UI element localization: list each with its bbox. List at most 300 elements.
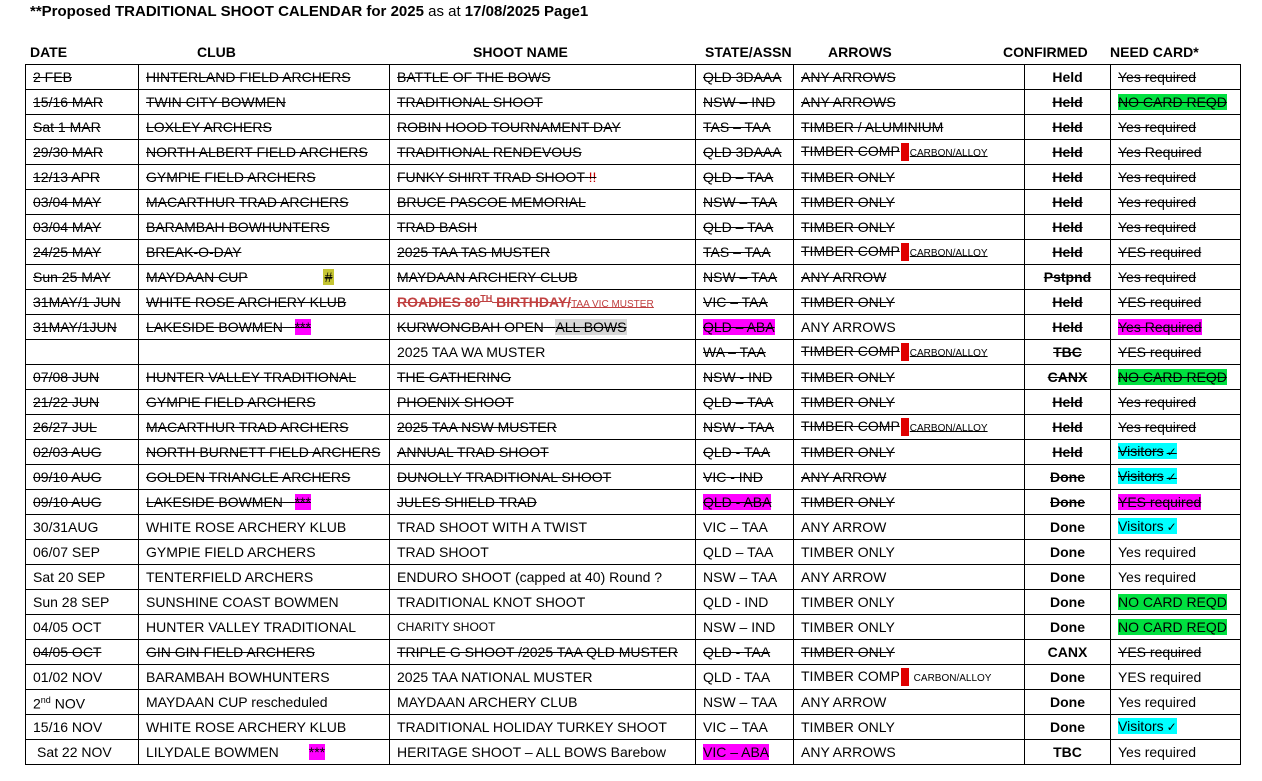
cell-club: HUNTER VALLEY TRADITIONAL	[139, 615, 390, 640]
table-row	[26, 340, 1241, 365]
card-text: YES required	[1118, 668, 1202, 685]
card-text: Visitors	[1118, 718, 1164, 734]
cell-card	[1111, 265, 1241, 290]
cell-state: VIC – TAA	[696, 515, 794, 540]
table-row	[26, 565, 1241, 590]
table-row	[26, 515, 1241, 540]
table-row	[26, 315, 1241, 340]
cell-card	[1111, 465, 1241, 490]
cell-club: TENTERFIELD ARCHERS	[139, 565, 390, 590]
roadies-part-c: TAA VIC MUSTER	[571, 299, 654, 311]
table-row	[26, 190, 1241, 215]
cell-confirmed: Held	[1025, 315, 1111, 340]
cell-state: NSW – TAA	[696, 690, 794, 715]
table-row	[26, 140, 1241, 165]
cell-shoot: TRADITIONAL RENDEVOUS	[390, 140, 696, 165]
table-row	[26, 640, 1241, 665]
shoot-text: FUNKY SHIRT TRAD SHOOT	[397, 168, 585, 185]
header-need-card: NEED CARD*	[1110, 44, 1199, 60]
card-text: Yes required	[1118, 418, 1197, 435]
carbon-alloy-note: CARBON/ALLOY	[909, 347, 988, 359]
cell-shoot: ROBIN HOOD TOURNAMENT DAY	[390, 115, 696, 140]
date-month: NOV	[50, 695, 86, 712]
cell-arrows: ANY ARROW	[794, 515, 1025, 540]
card-text: Yes required	[1118, 693, 1197, 710]
cell-state: NSW - TAA	[696, 415, 794, 440]
cell-arrows: ANY ARROW	[794, 265, 1025, 290]
cell-club: BARAMBAH BOWHUNTERS	[139, 665, 390, 690]
cell-club: NORTH ALBERT FIELD ARCHERS	[139, 140, 390, 165]
cell-state: QLD – TAA	[696, 215, 794, 240]
cell-arrows: TIMBER ONLY	[794, 290, 1025, 315]
cell-shoot	[390, 315, 696, 340]
table-row	[26, 165, 1241, 190]
cell-state: TAS – TAA	[696, 115, 794, 140]
state-text: QLD - ABA	[703, 493, 772, 510]
card-badge	[1118, 468, 1177, 484]
arrows-text: TIMBER COMP	[801, 417, 900, 434]
cell-shoot: TRAD SHOOT	[390, 540, 696, 565]
cell-shoot: BATTLE OF THE BOWS	[390, 65, 696, 90]
card-badge	[1118, 518, 1177, 534]
cell-date: 21/22 JUN	[26, 390, 139, 415]
cell-card	[1111, 715, 1241, 740]
cell-club: GYMPIE FIELD ARCHERS	[139, 540, 390, 565]
cell-confirmed: Held	[1025, 415, 1111, 440]
cell-shoot	[390, 290, 696, 315]
table-row	[26, 240, 1241, 265]
card-text: Yes Required	[1118, 318, 1202, 335]
cell-confirmed: TBC	[1025, 740, 1111, 765]
state-text: QLD – ABA	[703, 318, 775, 335]
cell-state: QLD - IND	[696, 590, 794, 615]
cell-date: Sun 28 SEP	[26, 590, 139, 615]
cell-card	[1111, 515, 1241, 540]
cell-card	[1111, 540, 1241, 565]
cell-arrows: TIMBER ONLY	[794, 440, 1025, 465]
cell-date: 04/05 OCT	[26, 615, 139, 640]
cell-date: Sat 1 MAR	[26, 115, 139, 140]
cell-card	[1111, 215, 1241, 240]
cell-state: NSW – TAA	[696, 565, 794, 590]
shoot-text: CHARITY SHOOT	[397, 620, 496, 634]
cell-date: 09/10 AUG	[26, 465, 139, 490]
table-row	[26, 440, 1241, 465]
checkmark-icon: ✓	[1166, 720, 1177, 734]
cell-arrows: TIMBER ONLY	[794, 615, 1025, 640]
cell-confirmed: Done	[1025, 615, 1111, 640]
cell-club: GOLDEN TRIANGLE ARCHERS	[139, 465, 390, 490]
club-text: MAYDAAN CUP	[146, 268, 248, 285]
cell-shoot: TRADITIONAL SHOOT	[390, 90, 696, 115]
cell-card	[1111, 440, 1241, 465]
cell-shoot: HERITAGE SHOOT – ALL BOWS Barebow	[390, 740, 696, 765]
cell-date: 2 FEB	[26, 65, 139, 90]
card-text: Yes required	[1118, 268, 1197, 285]
table-row	[26, 90, 1241, 115]
cell-confirmed: Done	[1025, 515, 1111, 540]
cell-date: Sat 20 SEP	[26, 565, 139, 590]
page-title: **Proposed TRADITIONAL SHOOT CALENDAR for 2025 as at 17/08/2025 Page1	[30, 3, 589, 20]
cell-club: BREAK-O-DAY	[139, 240, 390, 265]
red-double-bar-mark: !!	[588, 168, 597, 185]
card-text: Yes Required	[1118, 143, 1202, 160]
cell-date: 02/03 AUG	[26, 440, 139, 465]
checkmark-icon: ✓	[1166, 445, 1177, 459]
cell-club	[139, 265, 390, 290]
cell-card	[1111, 190, 1241, 215]
state-text: VIC – ABA	[703, 743, 770, 760]
cell-shoot	[390, 165, 696, 190]
cell-date: Sat 22 NOV	[26, 740, 139, 765]
cell-date: Sun 25 MAY	[26, 265, 139, 290]
roadies-part-b: BIRTHDAY/	[492, 294, 572, 311]
cell-state: VIC – TAA	[696, 290, 794, 315]
cell-card	[1111, 640, 1241, 665]
cell-confirmed: Held	[1025, 90, 1111, 115]
table-row	[26, 290, 1241, 315]
cell-shoot: TRADITIONAL HOLIDAY TURKEY SHOOT	[390, 715, 696, 740]
cell-club: HINTERLAND FIELD ARCHERS	[139, 65, 390, 90]
date-ordinal: nd	[40, 694, 51, 705]
cell-shoot: TRADITIONAL KNOT SHOOT	[390, 590, 696, 615]
table-row	[26, 540, 1241, 565]
cell-state	[696, 315, 794, 340]
arrows-text: TIMBER COMP	[801, 242, 900, 259]
cell-date	[26, 340, 139, 365]
cell-shoot: TRAD SHOOT WITH A TWIST	[390, 515, 696, 540]
card-text: Yes required	[1118, 543, 1197, 560]
table-row	[26, 115, 1241, 140]
arrows-text: TIMBER COMP	[801, 667, 900, 684]
cell-card	[1111, 390, 1241, 415]
cell-shoot: 2025 TAA NATIONAL MUSTER	[390, 665, 696, 690]
cell-shoot	[390, 615, 696, 640]
cell-arrows: TIMBER ONLY	[794, 715, 1025, 740]
cell-club: NORTH BURNETT FIELD ARCHERS	[139, 440, 390, 465]
cell-confirmed: Held	[1025, 440, 1111, 465]
card-text: Yes required	[1118, 68, 1197, 85]
cell-card	[1111, 565, 1241, 590]
cell-date: 07/08 JUN	[26, 365, 139, 390]
cell-confirmed: Done	[1025, 490, 1111, 515]
card-text: Visitors	[1118, 518, 1164, 534]
cell-confirmed: Held	[1025, 190, 1111, 215]
cell-club	[139, 315, 390, 340]
cell-date: 03/04 MAY	[26, 190, 139, 215]
cell-shoot: 2025 TAA TAS MUSTER	[390, 240, 696, 265]
cell-club: GIN GIN FIELD ARCHERS	[139, 640, 390, 665]
cell-confirmed: Done	[1025, 465, 1111, 490]
cell-shoot: BRUCE PASCOE MEMORIAL	[390, 190, 696, 215]
header-date: DATE	[30, 44, 68, 60]
card-badge	[1118, 443, 1177, 459]
cell-card	[1111, 165, 1241, 190]
cell-club: GYMPIE FIELD ARCHERS	[139, 390, 390, 415]
cell-state: QLD – TAA	[696, 540, 794, 565]
cell-state: WA – TAA	[696, 340, 794, 365]
cell-date: 03/04 MAY	[26, 215, 139, 240]
cell-arrows: ANY ARROWS	[794, 740, 1025, 765]
cell-card	[1111, 315, 1241, 340]
cell-arrows: ANY ARROWS	[794, 90, 1025, 115]
cell-arrows: ANY ARROW	[794, 565, 1025, 590]
cell-club	[139, 490, 390, 515]
carbon-alloy-note: CARBON/ALLOY	[909, 247, 988, 259]
cell-arrows: ANY ARROW	[794, 690, 1025, 715]
header-shoot-name: SHOOT NAME	[473, 44, 568, 60]
cell-club: LOXLEY ARCHERS	[139, 115, 390, 140]
cell-date: 31MAY/1JUN	[26, 315, 139, 340]
cell-date: 24/25 MAY	[26, 240, 139, 265]
card-text: Yes required	[1118, 568, 1197, 585]
cell-shoot: ANNUAL TRAD SHOOT	[390, 440, 696, 465]
cell-arrows: TIMBER ONLY	[794, 490, 1025, 515]
cell-date: 12/13 APR	[26, 165, 139, 190]
cell-confirmed: Done	[1025, 715, 1111, 740]
cell-club: TWIN CITY BOWMEN	[139, 90, 390, 115]
card-text: YES required	[1118, 643, 1202, 660]
red-flag-marker	[901, 418, 909, 436]
cell-card	[1111, 240, 1241, 265]
cell-confirmed: Held	[1025, 240, 1111, 265]
checkmark-icon: ✓	[1166, 520, 1177, 534]
arrows-text: TIMBER COMP	[801, 342, 900, 359]
cell-date	[26, 690, 139, 715]
red-flag-marker	[901, 343, 909, 361]
cell-shoot: JULES SHIELD TRAD	[390, 490, 696, 515]
cell-club: BARAMBAH BOWHUNTERS	[139, 215, 390, 240]
red-flag-marker	[901, 143, 909, 161]
card-text: NO CARD REQD	[1118, 618, 1227, 635]
cell-state: QLD – TAA	[696, 390, 794, 415]
carbon-alloy-note: CARBON/ALLOY	[909, 422, 988, 434]
card-text: Yes required	[1118, 168, 1197, 185]
card-text: Visitors	[1118, 468, 1164, 484]
cell-arrows	[794, 665, 1025, 690]
cell-confirmed: Held	[1025, 215, 1111, 240]
card-text: Yes required	[1118, 743, 1197, 760]
card-text: YES required	[1118, 243, 1202, 260]
cell-shoot: TRAD BASH	[390, 215, 696, 240]
stars-mark: ***	[308, 743, 326, 760]
header-confirmed: CONFIRMED	[1003, 44, 1088, 60]
cell-shoot: TRIPLE G SHOOT /2025 TAA QLD MUSTER	[390, 640, 696, 665]
cell-arrows: ANY ARROWS	[794, 315, 1025, 340]
cell-club	[139, 740, 390, 765]
cell-state: NSW – TAA	[696, 190, 794, 215]
cell-arrows: TIMBER ONLY	[794, 190, 1025, 215]
cell-card	[1111, 340, 1241, 365]
cell-shoot: THE GATHERING	[390, 365, 696, 390]
cell-arrows	[794, 415, 1025, 440]
hash-mark: #	[324, 268, 333, 285]
red-flag-marker	[901, 243, 909, 261]
table-row	[26, 465, 1241, 490]
cell-shoot: ENDURO SHOOT (capped at 40) Round ?	[390, 565, 696, 590]
cell-card	[1111, 90, 1241, 115]
card-text: YES required	[1118, 343, 1202, 360]
card-text: Yes required	[1118, 118, 1197, 135]
cell-arrows	[794, 140, 1025, 165]
red-flag-marker	[901, 668, 909, 686]
stars-mark: ***	[294, 493, 311, 510]
cell-club: MAYDAAN CUP rescheduled	[139, 690, 390, 715]
cell-date: 30/31AUG	[26, 515, 139, 540]
cell-state: QLD - TAA	[696, 640, 794, 665]
cell-date: 09/10 AUG	[26, 490, 139, 515]
cell-confirmed: Held	[1025, 390, 1111, 415]
table-row	[26, 365, 1241, 390]
cell-club: MACARTHUR TRAD ARCHERS	[139, 190, 390, 215]
cell-date: 15/16 MAR	[26, 90, 139, 115]
cell-club: MACARTHUR TRAD ARCHERS	[139, 415, 390, 440]
cell-arrows: ANY ARROW	[794, 465, 1025, 490]
cell-shoot: DUNOLLY TRADITIONAL SHOOT	[390, 465, 696, 490]
cell-arrows: TIMBER ONLY	[794, 640, 1025, 665]
cell-card	[1111, 665, 1241, 690]
stars-mark: ***	[294, 318, 311, 335]
cell-confirmed: Done	[1025, 565, 1111, 590]
cell-arrows: ANY ARROWS	[794, 65, 1025, 90]
table-row	[26, 740, 1241, 765]
cell-card	[1111, 365, 1241, 390]
cell-arrows: TIMBER ONLY	[794, 215, 1025, 240]
roadies-birthday-text	[397, 294, 654, 310]
cell-shoot: MAYDAAN ARCHERY CLUB	[390, 690, 696, 715]
table-row	[26, 615, 1241, 640]
cell-card	[1111, 140, 1241, 165]
cell-state	[696, 490, 794, 515]
shoot-text: KURWONGBAH OPEN	[397, 318, 544, 335]
card-text: YES required	[1118, 493, 1202, 510]
cell-date: 06/07 SEP	[26, 540, 139, 565]
table-row	[26, 590, 1241, 615]
cell-arrows	[794, 240, 1025, 265]
roadies-part-a: ROADIES 80	[397, 294, 481, 311]
roadies-sup: TH	[480, 293, 493, 304]
cell-confirmed: Done	[1025, 590, 1111, 615]
cell-confirmed: Held	[1025, 65, 1111, 90]
cell-shoot: MAYDAAN ARCHERY CLUB	[390, 265, 696, 290]
cell-state: NSW – TAA	[696, 265, 794, 290]
cell-date: 15/16 NOV	[26, 715, 139, 740]
cell-state: TAS – TAA	[696, 240, 794, 265]
date-day: 2	[33, 695, 41, 712]
table-row	[26, 265, 1241, 290]
table-row	[26, 715, 1241, 740]
cell-card	[1111, 590, 1241, 615]
cell-state: NSW – IND	[696, 90, 794, 115]
carbon-alloy-note: CARBON/ALLOY	[913, 672, 992, 684]
cell-card	[1111, 415, 1241, 440]
cell-card	[1111, 290, 1241, 315]
cell-state: QLD – TAA	[696, 165, 794, 190]
cell-date: 31MAY/1 JUN	[26, 290, 139, 315]
table-row	[26, 690, 1241, 715]
table-row	[26, 215, 1241, 240]
cell-state: QLD - TAA	[696, 440, 794, 465]
cell-club: HUNTER VALLEY TRADITIONAL	[139, 365, 390, 390]
cell-confirmed: Held	[1025, 115, 1111, 140]
header-club: CLUB	[197, 44, 236, 60]
cell-date: 26/27 JUL	[26, 415, 139, 440]
cell-state: QLD - TAA	[696, 665, 794, 690]
cell-date: 01/02 NOV	[26, 665, 139, 690]
cell-club: WHITE ROSE ARCHERY KLUB	[139, 715, 390, 740]
cell-club: GYMPIE FIELD ARCHERS	[139, 165, 390, 190]
cell-date: 04/05 OCT	[26, 640, 139, 665]
arrows-text: TIMBER COMP	[801, 142, 900, 159]
checkmark-icon: ✓	[1166, 470, 1177, 484]
cell-arrows: TIMBER ONLY	[794, 590, 1025, 615]
cell-shoot: PHOENIX SHOOT	[390, 390, 696, 415]
table-row	[26, 665, 1241, 690]
cell-confirmed: Held	[1025, 140, 1111, 165]
cell-card	[1111, 490, 1241, 515]
table-row	[26, 390, 1241, 415]
shoot-calendar-table	[25, 64, 1241, 765]
cell-confirmed: TBC	[1025, 340, 1111, 365]
cell-confirmed: Held	[1025, 165, 1111, 190]
cell-state: VIC - IND	[696, 465, 794, 490]
cell-state: NSW – IND	[696, 615, 794, 640]
cell-card	[1111, 690, 1241, 715]
cell-arrows: TIMBER ONLY	[794, 540, 1025, 565]
cell-confirmed: Done	[1025, 665, 1111, 690]
all-bows-note: ALL BOWS	[555, 318, 627, 335]
table-row	[26, 415, 1241, 440]
cell-confirmed: Pstpnd	[1025, 265, 1111, 290]
cell-shoot: 2025 TAA WA MUSTER	[390, 340, 696, 365]
carbon-alloy-note: CARBON/ALLOY	[909, 147, 988, 159]
cell-state: QLD 3DAAA	[696, 140, 794, 165]
cell-confirmed: Held	[1025, 290, 1111, 315]
cell-club: SUNSHINE COAST BOWMEN	[139, 590, 390, 615]
cell-state: QLD 3DAAA	[696, 65, 794, 90]
cell-card	[1111, 615, 1241, 640]
cell-club: WHITE ROSE ARCHERY KLUB	[139, 290, 390, 315]
header-arrows: ARROWS	[828, 44, 892, 60]
cell-club	[139, 340, 390, 365]
cell-card	[1111, 65, 1241, 90]
cell-confirmed: Done	[1025, 690, 1111, 715]
card-text: Yes required	[1118, 193, 1197, 210]
card-text: NO CARD REQD	[1118, 93, 1227, 110]
club-text: LAKESIDE BOWMEN	[146, 318, 283, 335]
cell-club: WHITE ROSE ARCHERY KLUB	[139, 515, 390, 540]
card-text: Yes required	[1118, 393, 1197, 410]
cell-confirmed: Done	[1025, 540, 1111, 565]
card-text: YES required	[1118, 293, 1202, 310]
cell-confirmed: CANX	[1025, 640, 1111, 665]
card-text: NO CARD REQD	[1118, 593, 1227, 610]
cell-state	[696, 740, 794, 765]
card-text: Visitors	[1118, 443, 1164, 459]
cell-arrows: TIMBER ONLY	[794, 365, 1025, 390]
cell-arrows	[794, 340, 1025, 365]
cell-card	[1111, 740, 1241, 765]
cell-state: NSW - IND	[696, 365, 794, 390]
cell-date: 29/30 MAR	[26, 140, 139, 165]
cell-arrows: TIMBER / ALUMINIUM	[794, 115, 1025, 140]
card-text: Yes required	[1118, 218, 1197, 235]
cell-confirmed: CANX	[1025, 365, 1111, 390]
cell-arrows: TIMBER ONLY	[794, 390, 1025, 415]
cell-card	[1111, 115, 1241, 140]
club-text: LAKESIDE BOWMEN	[146, 493, 283, 510]
cell-shoot: 2025 TAA NSW MUSTER	[390, 415, 696, 440]
